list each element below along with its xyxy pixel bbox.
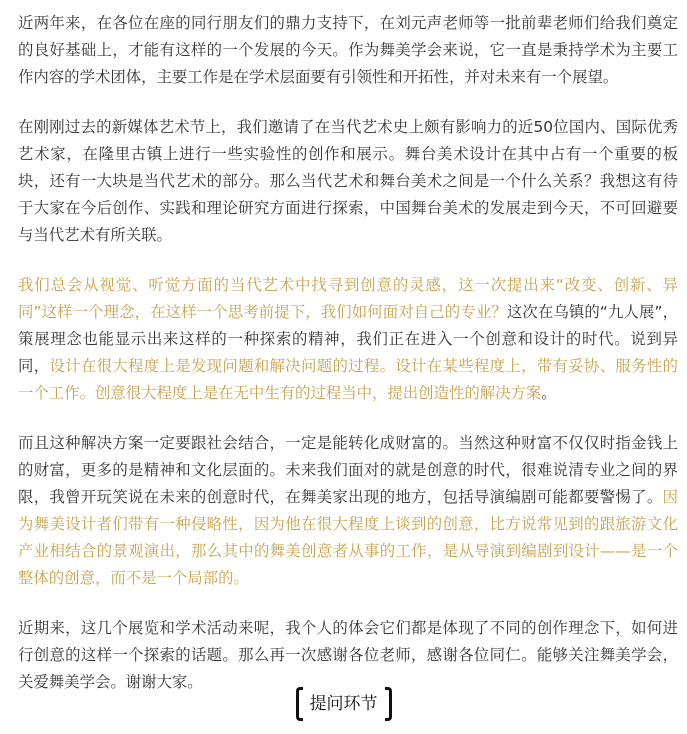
heading-bracket-frame <box>296 687 392 721</box>
paragraph <box>18 10 678 91</box>
highlighted-text: 设计在很大程度上是发现问题和解决问题的过程。设计在某些程度上，带有妥协、服务性的一个工作。创意很大程度上是在无中生有的过程当中，提出创造性的解决方案 <box>18 357 678 402</box>
highlighted-text: 我们总会从视觉、听觉方面的当代艺术中找寻到创意的灵感，这一次提出来“改变、创新、异同”这样一个理念，在这样一个思考前提下，我们如何面对自己的专业？ <box>18 276 678 321</box>
text-segment: 在刚刚过去的新媒体艺术节上，我们邀请了在当代艺术史上颇有影响力的近50位国内、国际优秀艺术家，在隆里古镇上进行一些实验性的创作和展示。舞台美术设计在其中占有一个重要的板块，还有一大块是当代艺术的部分。那么当代艺术和舞台美术之间是一个什么关系？我想这有待于大家在今后创作、实践和理论研究方面进行探索，中国舞台美术的发展走到今天，不可回避要与当代艺术有所关联。 <box>18 118 678 244</box>
section-heading <box>0 687 687 721</box>
paragraph <box>18 615 678 696</box>
paragraph <box>18 114 678 249</box>
text-segment: 这次在乌镇的“九人展”，策展理念也能显示出来这样的一种探索的精神，我们正在进入一个创意和设计的时代。说到异同， <box>18 303 678 375</box>
text-segment: 。 <box>541 384 557 402</box>
left-bracket-icon <box>296 687 303 721</box>
text-segment: 而且这种解决方案一定要跟社会结合，一定是能转化成财富的。当然这种财富不仅仅时指金钱上的财富，更多的是精神和文化层面的。未来我们面对的就是创意的时代，很难说清专业之间的界限，我曾开玩笑说在未来的创意时代，在舞美家出现的地方，包括导演编剧可能都要警惕了。 <box>18 434 678 506</box>
paragraph <box>18 272 678 407</box>
highlighted-text: 因为舞美设计者们带有一种侵略性，因为他在很大程度上谈到的创意，比方说常见到的跟旅游文化产业相结合的景观演出，那么其中的舞美创意者从事的工作，是从导演到编剧到设计——是一个整体的创意，而不是一个局部的。 <box>18 488 678 587</box>
text-segment: 近两年来，在各位在座的同行朋友们的鼎力支持下，在刘元声老师等一批前辈老师们给我们奠定的良好基础上，才能有这样的一个发展的今天。作为舞美学会来说，它一直是秉持学术为主要工作内容的学术团体，主要工作是在学术层面要有引领性和开拓性，并对未来有一个展望。 <box>18 14 678 86</box>
right-bracket-icon <box>385 687 392 721</box>
text-segment: 近期来，这几个展览和学术活动来呢，我个人的体会它们都是体现了不同的创作理念下，如何进行创意的这样一个探索的话题。那么再一次感谢各位老师，感谢各位同仁。能够关注舞美学会，关爱舞美学会。谢谢大家。 <box>18 619 678 691</box>
section-heading-label: 提问环节 <box>309 694 378 714</box>
article-body <box>18 10 678 719</box>
paragraph <box>18 430 678 592</box>
